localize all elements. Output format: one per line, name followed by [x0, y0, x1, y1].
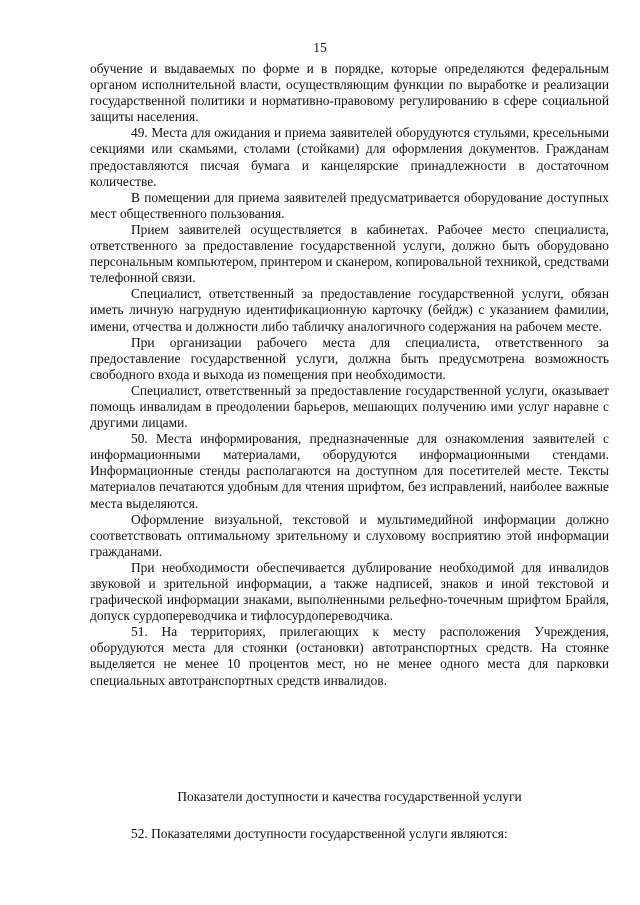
paragraph: В помещении для приема заявителей предусматривается оборудование доступных мест общественного пользования. — [90, 189, 609, 221]
page-number: 15 — [313, 40, 327, 55]
paragraph: Оформление визуальной, текстовой и мультимедийной информации должно соответствовать оптимальному зрительному и слуховому восприятию этой информации гражданами. — [90, 511, 609, 559]
paragraph-52: 52. Показателями доступности государственной услуги являются: — [131, 826, 508, 841]
body-text — [90, 61, 609, 689]
paragraph-50: 50. Места информирования, предназначенные для ознакомления заявителей с информационными материалами, оборудуются информационными стендами. Информационные стенды располагаются на доступном для посетителей месте. Тексты материалов печатаются удобным для чтения шрифтом, без исправлений, наиболее важные места выделяются. — [90, 431, 609, 511]
paragraph: При организации рабочего места для специалиста, ответственного за предоставление государственной услуги, должна быть предусмотрена возможность свободного входа и выхода из помещения при необходимости. — [90, 334, 609, 382]
paragraph: Специалист, ответственный за предоставление государственной услуги, обязан иметь личную нагрудную идентификационную карточку (бейдж) с указанием фамилии, имени, отчества и должности либо табличку аналогичного содержания на рабочем месте. — [90, 286, 609, 334]
paragraph-continuation: обучение и выдаваемых по форме и в порядке, которые определяются федеральным органом исполнительной власти, осуществляющим функции по выработке и реализации государственной политики и нормативно-правовому регулированию в сфере социальной защиты населения. — [90, 61, 609, 125]
paragraph: При необходимости обеспечивается дублирование необходимой для инвалидов звуковой и зрительной информации, а также надписей, знаков и иной текстовой и графической информации знаками, выполненными рельефно-точечным шрифтом Брайля, допуск сурдопереводчика и тифлосурдопереводчика. — [90, 559, 609, 624]
paragraph-51: 51. На территориях, прилегающих к месту расположения Учреждения, оборудуются места для стоянки (остановки) автотранспортных средств. На стоянке выделяется не менее 10 процентов мест, но не менее одного места для парковки специальных автотранспортных средств инвалидов. — [90, 624, 609, 688]
paragraph: Специалист, ответственный за предоставление государственной услуги, оказывает помощь инвалидам в преодолении барьеров, мешающих получению ими услуг наравне с другими лицами. — [90, 382, 609, 431]
section-heading: Показатели доступности и качества государственной услуги — [177, 789, 522, 804]
paragraph: Прием заявителей осуществляется в кабинетах. Рабочее место специалиста, ответственного за предоставление государственной услуги, должно быть оборудовано персональным компьютером, принтером и сканером, копировальной техникой, средствами телефонной связи. — [90, 221, 609, 286]
paragraph-49: 49. Места для ожидания и приема заявителей оборудуются стульями, кресельными секциями или скамьями, столами (стойками) для оформления документов. Гражданам предоставляются писчая бумага и канцелярские принадлежности в достаточном количестве. — [90, 125, 609, 189]
